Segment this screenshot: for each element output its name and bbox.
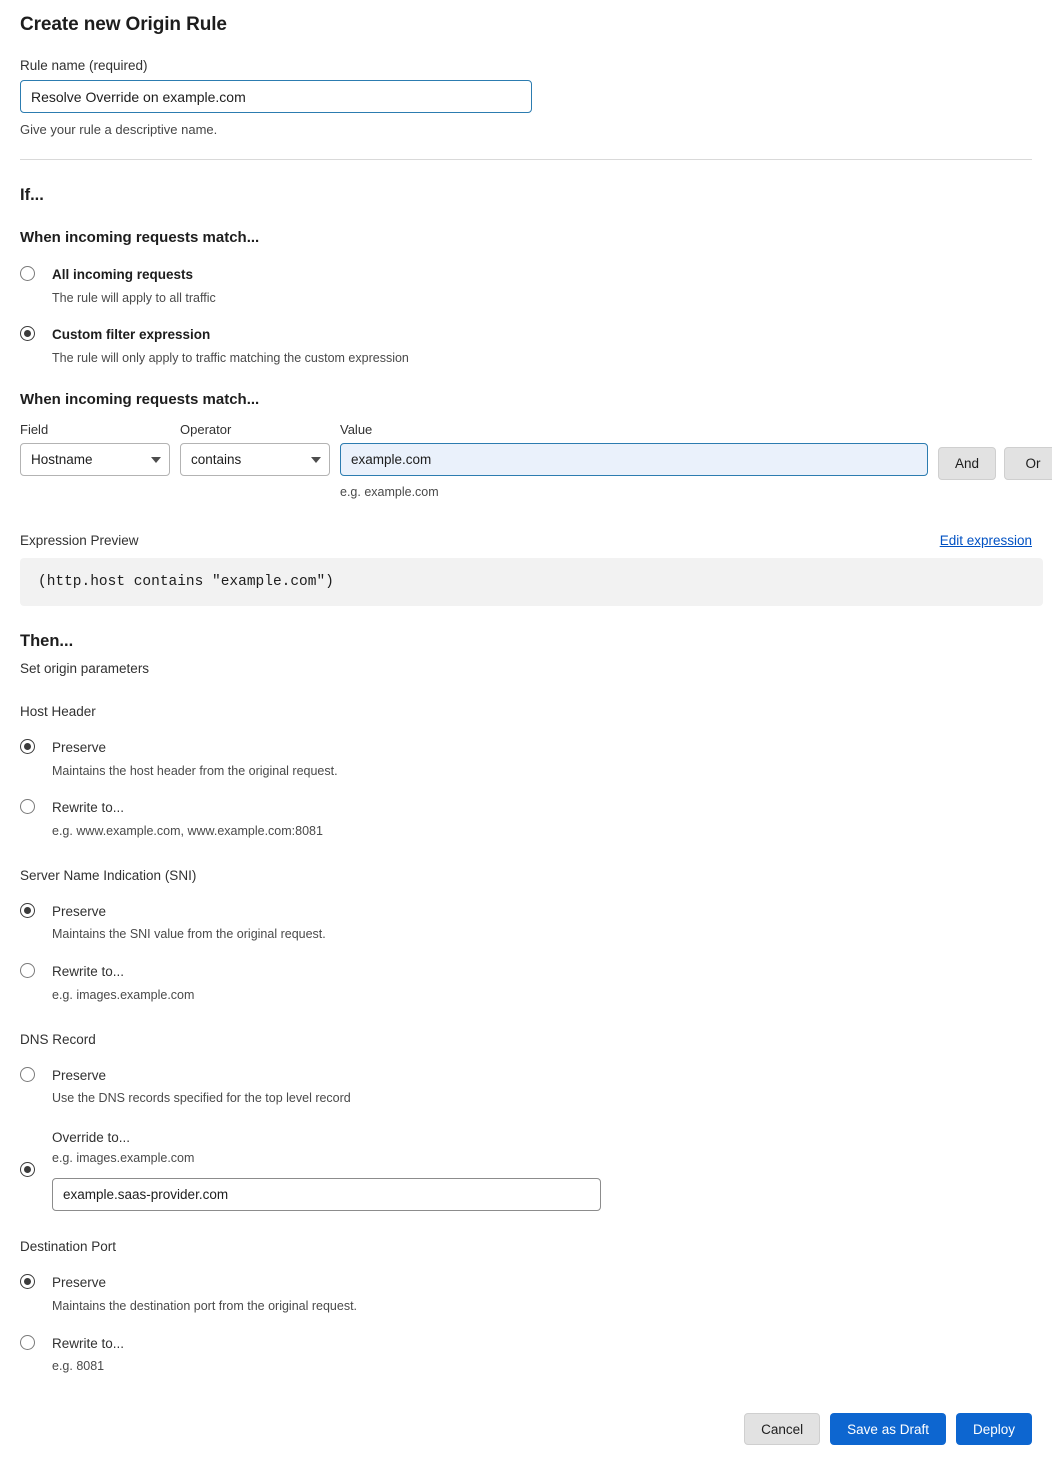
value-label: Value bbox=[340, 421, 373, 437]
dns-record-label: DNS Record bbox=[20, 1031, 96, 1047]
destination-port-label: Destination Port bbox=[20, 1239, 117, 1255]
expression-preview-box: (http.host contains "example.com") bbox=[20, 558, 1043, 606]
rule-name-help: Give your rule a descriptive name. bbox=[20, 122, 218, 137]
radio-icon[interactable] bbox=[20, 326, 35, 341]
radio-description: e.g. 8081 bbox=[52, 1359, 105, 1374]
operator-label: Operator bbox=[180, 421, 232, 437]
rule-name-label: Rule name (required) bbox=[20, 58, 148, 73]
radio-label: Custom filter expression bbox=[52, 327, 211, 343]
radio-port-preserve[interactable] bbox=[20, 1272, 1032, 1314]
radio-dns-override[interactable] bbox=[20, 1129, 1032, 1211]
radio-label: Override to... bbox=[52, 1130, 131, 1146]
field-select[interactable] bbox=[20, 443, 170, 476]
radio-description: Maintains the SNI value from the original request. bbox=[52, 927, 326, 942]
radio-icon[interactable] bbox=[20, 1335, 35, 1350]
filter-builder-row bbox=[20, 421, 1041, 499]
radio-icon[interactable] bbox=[20, 739, 35, 754]
deploy-button[interactable]: Deploy bbox=[956, 1413, 1032, 1445]
sni-label: Server Name Indication (SNI) bbox=[20, 867, 197, 883]
radio-description: e.g. www.example.com, www.example.com:8081 bbox=[52, 824, 323, 838]
radio-custom-filter-expression[interactable] bbox=[20, 324, 1032, 366]
match-heading: When incoming requests match... bbox=[20, 229, 260, 246]
dns-override-input[interactable] bbox=[52, 1178, 601, 1211]
radio-all-incoming-requests[interactable] bbox=[20, 264, 1032, 306]
value-help: e.g. example.com bbox=[340, 484, 439, 499]
operator-select[interactable] bbox=[180, 443, 330, 476]
radio-label: Preserve bbox=[52, 1067, 107, 1083]
radio-icon[interactable] bbox=[20, 963, 35, 978]
save-as-draft-button[interactable]: Save as Draft bbox=[830, 1413, 946, 1445]
radio-label: Preserve bbox=[52, 739, 107, 755]
radio-sni-rewrite[interactable] bbox=[20, 961, 1032, 1003]
field-label: Field bbox=[20, 421, 49, 437]
rule-name-group bbox=[20, 58, 1032, 137]
radio-icon[interactable] bbox=[20, 1274, 35, 1289]
radio-host-header-rewrite[interactable] bbox=[20, 797, 1032, 839]
expression-preview-label: Expression Preview bbox=[20, 532, 139, 548]
radio-sni-preserve[interactable] bbox=[20, 901, 1032, 943]
field-column bbox=[20, 422, 170, 476]
radio-label: Rewrite to... bbox=[52, 1335, 125, 1351]
host-header-label: Host Header bbox=[20, 703, 96, 719]
builder-heading: When incoming requests match... bbox=[20, 390, 260, 408]
radio-icon[interactable] bbox=[20, 1067, 35, 1082]
if-section-heading: If... bbox=[20, 186, 44, 204]
radio-port-rewrite[interactable] bbox=[20, 1333, 1032, 1375]
section-divider bbox=[20, 159, 1032, 160]
rule-name-input[interactable] bbox=[20, 80, 532, 113]
radio-icon[interactable] bbox=[20, 266, 35, 281]
radio-label: Rewrite to... bbox=[52, 964, 125, 980]
radio-description: Use the DNS records specified for the top level record bbox=[52, 1091, 351, 1106]
expression-preview-header bbox=[20, 533, 1032, 548]
radio-description: Maintains the host header from the original request. bbox=[52, 763, 338, 778]
cancel-button[interactable]: Cancel bbox=[744, 1413, 820, 1445]
radio-description: e.g. images.example.com bbox=[52, 1151, 195, 1166]
radio-label: Rewrite to... bbox=[52, 800, 125, 816]
radio-description: The rule will apply to all traffic bbox=[52, 290, 216, 305]
or-button[interactable]: Or bbox=[1004, 447, 1052, 480]
radio-label: Preserve bbox=[52, 903, 107, 919]
radio-icon[interactable] bbox=[20, 903, 35, 918]
radio-icon[interactable] bbox=[20, 799, 35, 814]
radio-dns-preserve[interactable] bbox=[20, 1065, 1032, 1107]
value-input[interactable] bbox=[340, 443, 928, 476]
value-column bbox=[340, 422, 928, 499]
radio-host-header-preserve[interactable] bbox=[20, 737, 1032, 779]
then-section-heading: Then... bbox=[20, 631, 74, 650]
then-section-subheading: Set origin parameters bbox=[20, 660, 150, 676]
operator-column bbox=[180, 422, 330, 476]
radio-icon[interactable] bbox=[20, 1162, 35, 1177]
page-title: Create new Origin Rule bbox=[20, 14, 227, 35]
form-footer bbox=[0, 1413, 1052, 1445]
radio-label: All incoming requests bbox=[52, 267, 194, 282]
radio-description: The rule will only apply to traffic matching the custom expression bbox=[52, 351, 409, 366]
radio-description: Maintains the destination port from the original request. bbox=[52, 1298, 358, 1313]
radio-description: e.g. images.example.com bbox=[52, 987, 195, 1002]
radio-label: Preserve bbox=[52, 1275, 107, 1291]
edit-expression-link[interactable]: Edit expression bbox=[939, 532, 1032, 548]
and-button[interactable]: And bbox=[938, 447, 996, 480]
